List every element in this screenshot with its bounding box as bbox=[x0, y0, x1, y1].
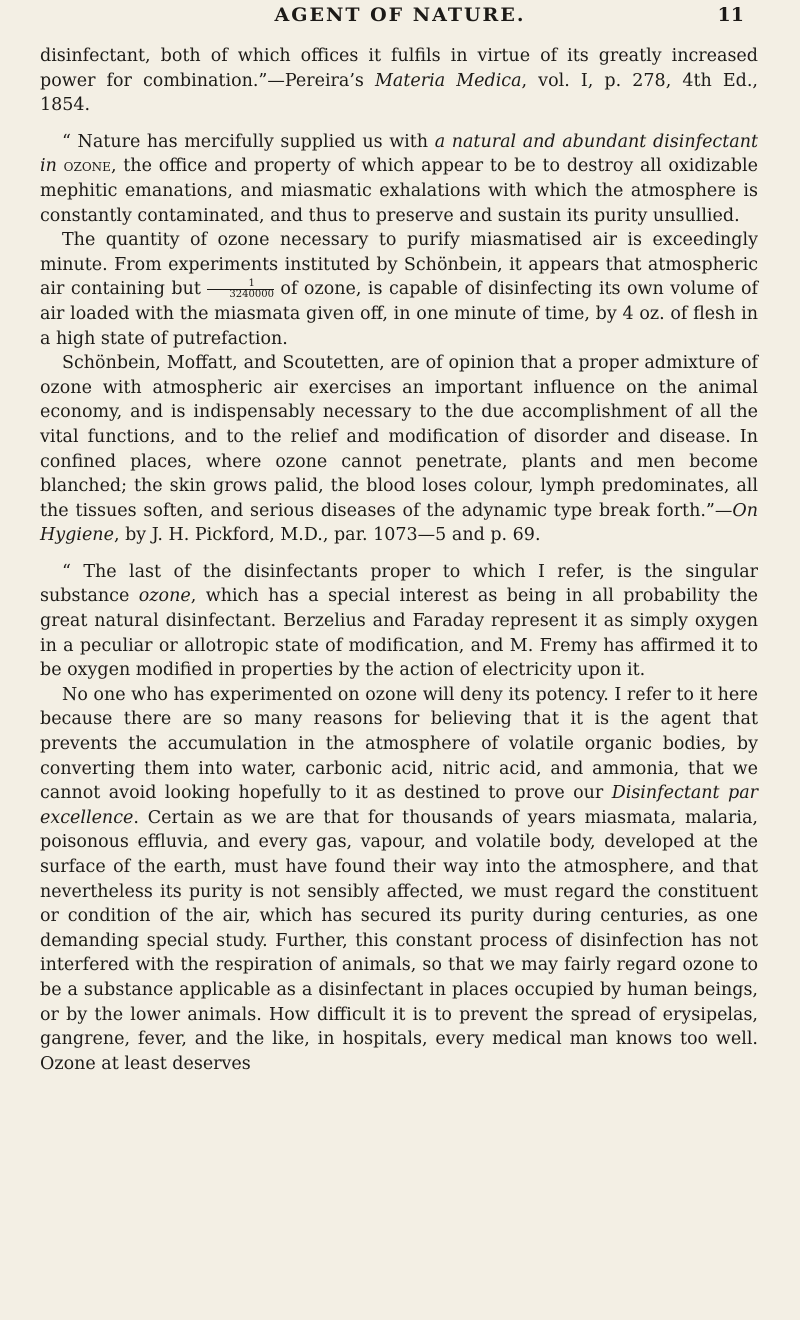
ozone-smallcaps: ozone bbox=[63, 156, 111, 177]
emphasis: ozone bbox=[138, 586, 191, 607]
page-header bbox=[0, 0, 800, 40]
text: , vol. I, p. 278, 4th Ed., 1854. bbox=[40, 70, 758, 116]
paragraph-3 bbox=[40, 228, 758, 351]
paragraph-5 bbox=[40, 560, 758, 683]
text: No one who has experimented on ozone will deny its potency. I refer to it here because there are so many reasons for believing that it is the agent that prevents the accumulation in the atmosphere of volatile organic bodies, by converting them into water, carbonic acid, nitric acid, and ammonia, that we cannot avoid looking hopefully to it as destined to prove our bbox=[40, 684, 759, 804]
paragraph-2 bbox=[40, 130, 758, 228]
paragraph-6 bbox=[40, 683, 758, 1077]
body-text bbox=[40, 44, 758, 1076]
text: , which has a special interest as being in all probability the great natural disinfectant. Berzelius and Faraday represent it as simply oxygen in a peculiar or allotropic state of modification, and M. Fremy has affirmed it to be oxygen modified in properties by the action of electricity upon it. bbox=[40, 586, 758, 681]
text: The quantity of ozone necessary to purify miasmatised air is exceedingly minute. From experiments instituted by Schönbein, it appears that atmospheric air containing but bbox=[40, 230, 758, 300]
text: “ The last of the disinfectants proper to which I refer, is the singular substance bbox=[40, 561, 758, 607]
running-title: AGENT OF NATURE. bbox=[274, 4, 526, 26]
text: of ozone, is capable of disinfecting its own volume of air loaded with the miasmata given off, in one minute of time, by 4 oz. of flesh in a high state of putrefaction. bbox=[40, 279, 758, 349]
text: “ Nature has mercifully supplied us with bbox=[62, 131, 435, 152]
page-number: 11 bbox=[717, 4, 744, 26]
paragraph-1 bbox=[40, 44, 758, 118]
source-title: On Hygiene bbox=[40, 500, 758, 546]
emphasis: Disinfectant par excellence bbox=[40, 783, 758, 828]
paragraph-4 bbox=[40, 351, 758, 548]
book-title: Materia Medica bbox=[374, 70, 522, 91]
text: Schönbein, Moffatt, and Scoutetten, are of opinion that a proper admixture of ozone with atmospheric air exercises an important influence on the animal economy, and is indispensably necessary to the due accomplishment of all the vital functions, and to the relief and modification of disorder and disease. In confined places, where ozone cannot penetrate, plants and men become blanched; the skin grows palid, the blood loses colour, lymph predominates, all the tissues soften, and serious diseases of the adynamic type break forth.”— bbox=[40, 353, 758, 521]
text: disinfectant, both of which offices it fulfils in virtue of its greatly increased power for combination.”—Pereira’s bbox=[40, 46, 758, 91]
fraction bbox=[207, 279, 274, 300]
fraction-denominator: 3240000 bbox=[229, 289, 274, 301]
text: , the office and property of which appear to be to destroy all oxidizable mephitic emanations, and miasmatic exhalations with which the atmosphere is constantly contaminated, and thus to preserve and sustain its purity unsullied. bbox=[40, 156, 758, 226]
fraction-numerator: 1 bbox=[207, 279, 274, 290]
emphasis: a natural and abundant disinfectant in bbox=[40, 131, 758, 177]
text: . Certain as we are that for thousands of years miasmata, malaria, poisonous effluvia, and every gas, vapour, and volatile body, developed at the surface of the earth, must have found their way into the atmosphere, and that nevertheless its purity is not sensibly affected, we must regard the constituent or condition of the air, which has secured its purity during centuries, as one demanding special study. Further, this constant process of disinfection has not interfered with the respiration of animals, so that we may fairly regard ozone to be a substance applicable as a disinfectant in places occupied by human beings, or by the lower animals. How difficult it is to prevent the spread of erysipelas, gangrene, fever, and the like, in hospitals, every medical man knows too well. Ozone at least deserves bbox=[40, 807, 758, 1074]
text: , by J. H. Pickford, M.D., par. 1073—5 and p. 69. bbox=[113, 525, 541, 546]
